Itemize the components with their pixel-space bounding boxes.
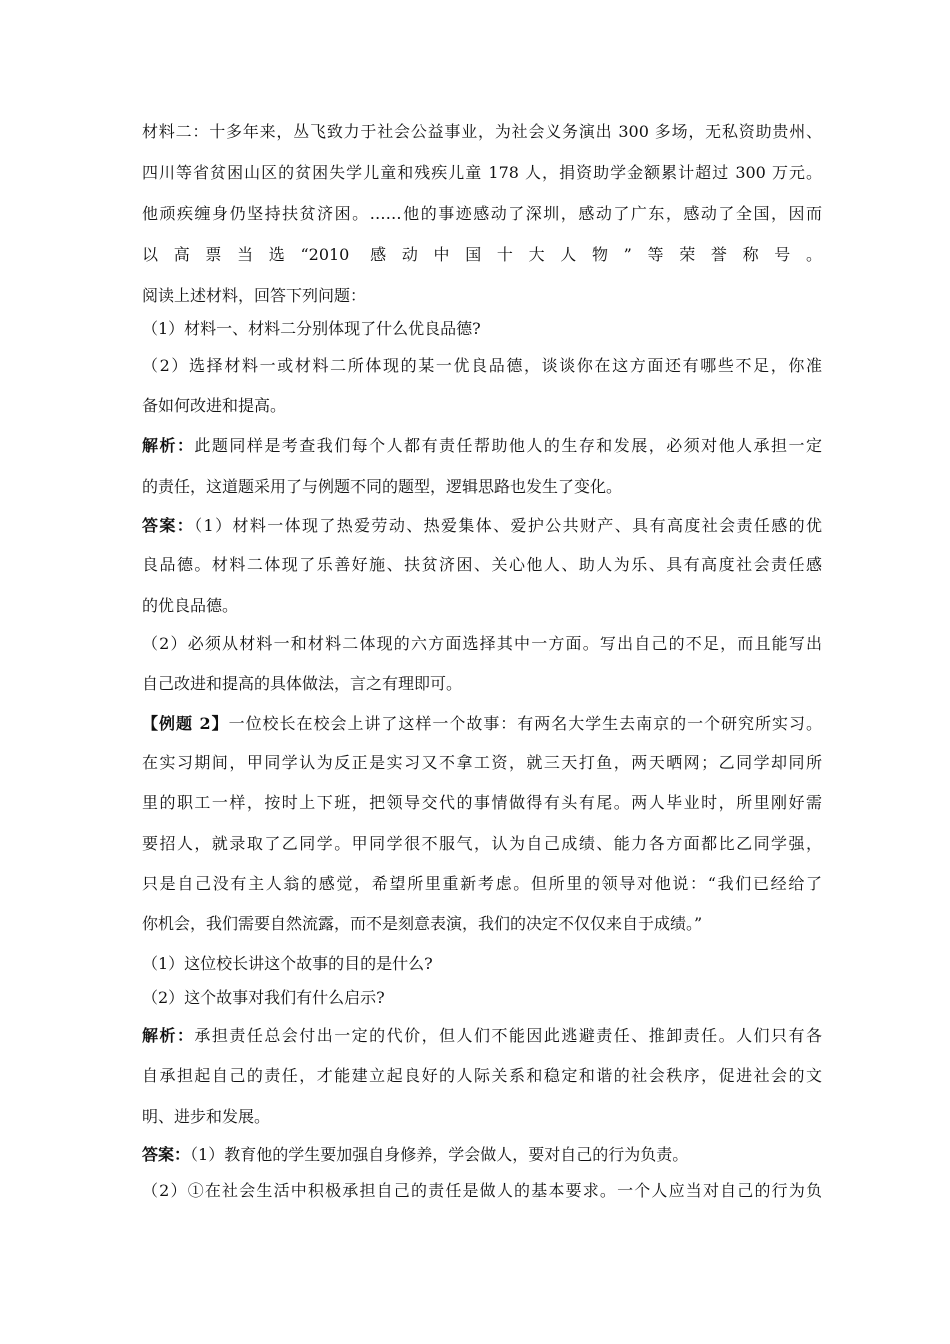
text-line: [142, 914, 702, 934]
section-label: 【例题 2】: [142, 714, 229, 733]
text-line: [142, 204, 822, 224]
line-text: 的责任，这道题采用了与例题不同的题型，逻辑思路也发生了变化。: [142, 477, 623, 496]
line-text: 承担责任总会付出一定的代价，但人们不能因此逃避责任、推卸责任。人们只有各: [194, 1026, 822, 1045]
line-text: （1）材料一体现了热爱劳动、热爱集体、爱护公共财产、具有高度社会责任感的优: [194, 516, 822, 535]
text-line: [142, 874, 822, 894]
text-line: [142, 988, 385, 1008]
text-line: [142, 516, 822, 536]
text-line: [142, 122, 822, 142]
text-line: [142, 286, 366, 306]
line-text: 要招人，就录取了乙同学。甲同学很不服气，认为自己成绩、能力各方面都比乙同学强，: [142, 834, 822, 853]
text-line: [142, 793, 822, 813]
section-label: 答案：: [142, 516, 195, 535]
line-text: （2）必须从材料一和材料二体现的六方面选择其中一方面。写出自己的不足，而且能写出: [142, 634, 822, 653]
line-text: 一位校长在校会上讲了这样一个故事：有两名大学生去南京的一个研究所实习。: [228, 714, 822, 733]
section-label: 解析：: [142, 1026, 195, 1045]
line-text: 的优良品德。: [142, 596, 239, 615]
text-line: [142, 596, 238, 616]
line-text: 里的职工一样，按时上下班，把领导交代的事情做得有头有尾。两人毕业时，所里刚好需: [142, 793, 822, 812]
line-text: 备如何改进和提高。: [142, 396, 287, 415]
text-line: [142, 1107, 270, 1127]
line-text: 在实习期间，甲同学认为反正是实习又不拿工资，就三天打鱼，两天晒网；乙同学却同所: [142, 753, 822, 772]
line-text: 只是自己没有主人翁的感觉，希望所里重新考虑。但所里的领导对他说：“我们已经给了: [142, 874, 822, 893]
line-text: 四川等省贫困山区的贫困失学儿童和残疾儿童 178 人，捐资助学金额累计超过 300 万元。: [142, 163, 822, 182]
line-text: 明、进步和发展。: [142, 1107, 271, 1126]
line-text: （2）选择材料一或材料二所体现的某一优良品德，谈谈你在这方面还有哪些不足，你准: [142, 356, 822, 375]
text-line: [142, 753, 822, 773]
line-text: 良品德。材料二体现了乐善好施、扶贫济困、关心他人、助人为乐、具有高度社会责任感: [142, 555, 822, 574]
line-text: 以高票当选“2010 感动中国十大人物”等荣誉称号。: [142, 245, 822, 264]
line-text: （1）这位校长讲这个故事的目的是什么?: [142, 954, 433, 973]
text-line: [142, 555, 822, 575]
text-line: [142, 1181, 822, 1201]
text-line: [142, 319, 481, 339]
text-line: [142, 477, 622, 497]
text-line: [142, 1026, 822, 1046]
text-line: [142, 163, 822, 183]
text-line: [142, 1145, 688, 1165]
text-line: [142, 954, 433, 974]
text-line: [142, 634, 822, 654]
text-line: [142, 396, 286, 416]
text-line: [142, 1066, 822, 1086]
line-text: 自己改进和提高的具体做法，言之有理即可。: [142, 674, 463, 693]
line-text: （1）教育他的学生要加强自身修养，学会做人，要对自己的行为负责。: [190, 1145, 689, 1164]
text-line: [142, 356, 822, 376]
line-text: 他顽疾缠身仍坚持扶贫济困。……他的事迹感动了深圳，感动了广东，感动了全国，因而: [142, 204, 822, 223]
line-text: 此题同样是考查我们每个人都有责任帮助他人的生存和发展，必须对他人承担一定: [194, 436, 822, 455]
line-text: 你机会，我们需要自然流露，而不是刻意表演，我们的决定不仅仅来自于成绩。”: [142, 914, 703, 933]
line-text: 自承担起自己的责任，才能建立起良好的人际关系和稳定和谐的社会秩序，促进社会的文: [142, 1066, 822, 1085]
text-line: [142, 436, 822, 456]
line-text: 阅读上述材料，回答下列问题：: [142, 286, 367, 305]
text-line: [142, 245, 822, 265]
section-label: 答案：: [142, 1145, 191, 1164]
text-line: [142, 674, 462, 694]
line-text: （2）这个故事对我们有什么启示?: [142, 988, 385, 1007]
line-text: （1）材料一、材料二分别体现了什么优良品德?: [142, 319, 481, 338]
text-line: [142, 714, 822, 734]
section-label: 解析：: [142, 436, 195, 455]
text-line: [142, 834, 822, 854]
line-text: （2）①在社会生活中积极承担自己的责任是做人的基本要求。一个人应当对自己的行为负: [142, 1181, 822, 1200]
line-text: 材料二：十多年来，丛飞致力于社会公益事业，为社会义务演出 300 多场，无私资助贵州、: [142, 122, 822, 141]
